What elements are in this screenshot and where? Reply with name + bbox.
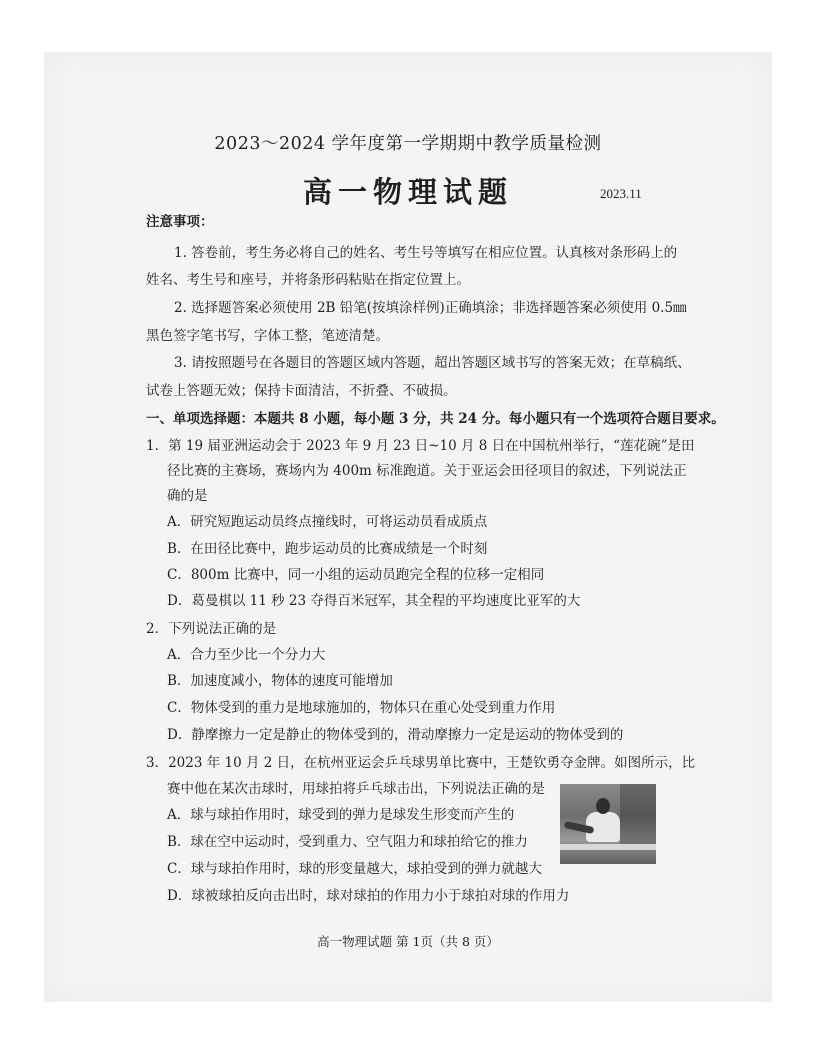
notice-line-5: 3. 请按照题号在各题目的答题区域内答题，超出答题区域书写的答案无效；在草稿纸、 bbox=[174, 355, 691, 371]
question-2-option-d: D．静摩擦力一定是静止的物体受到的，滑动摩擦力一定是运动的物体受到的 bbox=[167, 727, 624, 743]
question-1-option-d: D．葛曼棋以 11 秒 23 夺得百米冠军，其全程的平均速度比亚军的大 bbox=[167, 593, 581, 609]
question-1-stem-line-3: 确的是 bbox=[167, 488, 208, 504]
question-2-option-b: B．加速度减小，物体的速度可能增加 bbox=[167, 673, 393, 689]
notice-line-6: 试卷上答题无效；保持卡面清洁，不折叠、不破损。 bbox=[146, 383, 457, 399]
question-3-option-d: D．球被球拍反向击出时，球对球拍的作用力小于球拍对球的作用力 bbox=[167, 888, 570, 904]
question-1-stem-line-1: 1．第 19 届亚洲运动会于 2023 年 9 月 23 日~10 月 8 日在中国杭州举行，“莲花碗”是田 bbox=[146, 438, 695, 454]
notice-heading: 注意事项： bbox=[146, 214, 214, 230]
table-tennis-photo bbox=[560, 784, 656, 864]
exam-date: 2023.11 bbox=[600, 186, 642, 201]
question-3-stem-line-2: 赛中他在某次击球时，用球拍将乒乓球击出，下列说法正确的是 bbox=[167, 781, 545, 797]
exam-title-line: 2023～2024 学年度第一学期期中教学质量检测 bbox=[214, 134, 602, 154]
question-3-stem-line-1: 3．2023 年 10 月 2 日，在杭州亚运会乒乓球男单比赛中，王楚钦勇夺金牌。如图所示，比 bbox=[146, 755, 696, 771]
subject-title: 高一物理试题 bbox=[302, 175, 513, 209]
notice-line-1: 1. 答卷前，考生务必将自己的姓名、考生号等填写在相应位置。认真核对条形码上的 bbox=[174, 245, 678, 261]
question-1-option-c: C．800m 比赛中，同一小组的运动员跑完全程的位移一定相同 bbox=[167, 567, 545, 583]
question-3-option-a: A．球与球拍作用时，球受到的弹力是球发生形变而产生的 bbox=[167, 807, 515, 823]
question-1-option-b: B．在田径比赛中，跑步运动员的比赛成绩是一个时刻 bbox=[167, 541, 488, 557]
question-1-option-a: A．研究短跑运动员终点撞线时，可将运动员看成质点 bbox=[167, 514, 488, 530]
question-1-stem-line-2: 径比赛的主赛场，赛场内为 400m 标准跑道。关于亚运会田径项目的叙述，下列说法正 bbox=[167, 463, 687, 479]
question-2-stem-line-1: 2．下列说法正确的是 bbox=[146, 621, 277, 637]
page-footer: 高一物理试题 第 1页（共 8 页） bbox=[317, 934, 499, 949]
question-2-option-c: C．物体受到的重力是地球施加的，物体只在重心处受到重力作用 bbox=[167, 700, 556, 716]
question-2-option-a: A．合力至少比一个分力大 bbox=[167, 647, 326, 663]
notice-line-4: 黑色签字笔书写，字体工整，笔迹清楚。 bbox=[146, 328, 389, 344]
notice-line-3: 2. 选择题答案必须使用 2B 铅笔(按填涂样例)正确填涂；非选择题答案必须使用 0.5㎜ bbox=[174, 300, 687, 316]
question-3-option-b: B．球在空中运动时，受到重力、空气阻力和球拍给它的推力 bbox=[167, 834, 528, 850]
question-3-option-c: C．球与球拍作用时，球的形变量越大，球拍受到的弹力就越大 bbox=[167, 861, 542, 877]
section-heading-single-choice: 一、单项选择题：本题共 8 小题，每小题 3 分，共 24 分。每小题只有一个选项符合题目要求。 bbox=[146, 411, 725, 427]
notice-line-2: 姓名、考生号和座号，并将条形码粘贴在指定位置上。 bbox=[146, 272, 470, 288]
